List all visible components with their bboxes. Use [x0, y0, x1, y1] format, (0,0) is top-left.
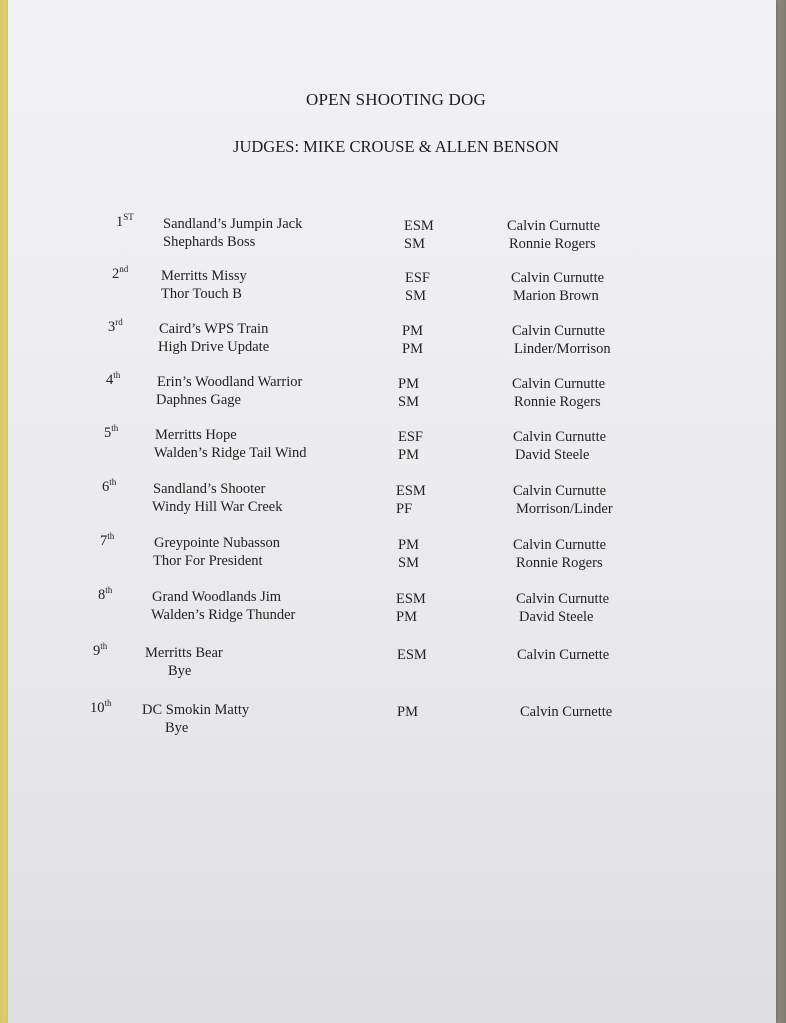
handler-name: David Steele [519, 609, 594, 625]
handler-name: Ronnie Rogers [516, 555, 603, 571]
dog-class: ESM [404, 218, 434, 234]
dog-class: PM [398, 537, 419, 553]
page-title: OPEN SHOOTING DOG [305, 90, 486, 109]
dog-class: ESM [396, 591, 426, 607]
handler-name: Linder/Morrison [514, 341, 611, 357]
handler-name: Morrison/Linder [516, 501, 613, 517]
dog-name: Bye [168, 663, 192, 679]
dog-class: SM [398, 555, 419, 571]
place-number [112, 264, 128, 283]
place-suffix: th [109, 477, 117, 487]
place-digit: 2 [112, 265, 120, 282]
place-number [116, 212, 134, 231]
dog-name: Erin’s Woodland Warrior [157, 374, 303, 390]
dog-name: DC Smokin Matty [142, 702, 250, 718]
handler-name: David Steele [515, 447, 590, 463]
dog-class: PM [402, 323, 423, 339]
handler-name: Calvin Curnutte [512, 376, 606, 392]
handler-name: Calvin Curnutte [513, 429, 607, 445]
dog-name: Thor Touch B [161, 286, 242, 302]
dog-name: Caird’s WPS Train [159, 321, 269, 337]
place-number [93, 641, 107, 660]
dog-name: Merritts Missy [161, 268, 247, 284]
dog-name: Greypointe Nubasson [154, 535, 281, 551]
place-number [104, 423, 118, 442]
place-digit: 10 [90, 699, 105, 716]
handler-name: Calvin Curnette [520, 704, 613, 720]
dog-name: Thor For President [153, 553, 263, 569]
dog-name: Grand Woodlands Jim [152, 589, 282, 605]
handler-name: Calvin Curnutte [507, 218, 601, 234]
place-number [102, 477, 116, 496]
dog-name: Merritts Bear [145, 645, 223, 661]
handler-name: Ronnie Rogers [514, 394, 601, 410]
place-suffix: nd [119, 264, 129, 274]
dog-class: SM [404, 236, 425, 252]
handler-name: Calvin Curnutte [512, 323, 606, 339]
place-suffix: rd [115, 317, 123, 327]
judges-line: JUDGES: MIKE CROUSE & ALLEN BENSON [233, 137, 559, 156]
dog-class: ESM [397, 647, 427, 663]
handler-name: Calvin Curnutte [511, 270, 605, 286]
dog-name: Bye [165, 720, 189, 736]
place-number [100, 531, 114, 550]
dog-name: Windy Hill War Creek [152, 499, 283, 515]
place-digit: 7 [100, 532, 108, 549]
place-digit: 1 [116, 213, 124, 230]
dog-class: ESF [405, 270, 430, 286]
dog-class: PM [397, 704, 418, 720]
place-suffix: th [111, 423, 119, 433]
place-digit: 4 [106, 371, 114, 388]
place-digit: 5 [104, 424, 112, 441]
dog-class: PF [396, 501, 413, 517]
dog-class: SM [405, 288, 426, 304]
place-suffix: th [100, 641, 108, 651]
dog-name: Walden’s Ridge Thunder [151, 607, 296, 623]
place-number [106, 370, 120, 389]
place-digit: 8 [98, 586, 106, 603]
dog-name: Sandland’s Jumpin Jack [163, 216, 303, 232]
dog-name: Walden’s Ridge Tail Wind [154, 445, 307, 461]
dog-class: PM [398, 376, 419, 392]
handler-name: Ronnie Rogers [509, 236, 596, 252]
handler-name: Marion Brown [513, 288, 599, 304]
place-number [98, 585, 112, 604]
dog-name: High Drive Update [158, 339, 270, 355]
handler-name: Calvin Curnette [517, 647, 610, 663]
dog-class: PM [396, 609, 417, 625]
place-suffix: th [105, 585, 113, 595]
place-suffix: th [113, 370, 121, 380]
paper-sheet [8, 0, 776, 1023]
place-digit: 3 [108, 318, 116, 335]
place-number [90, 698, 112, 717]
dog-class: PM [398, 447, 419, 463]
dog-name: Merritts Hope [155, 427, 237, 443]
handler-name: Calvin Curnutte [513, 483, 607, 499]
place-number [108, 317, 123, 336]
dog-name: Daphnes Gage [156, 392, 241, 408]
handler-name: Calvin Curnutte [513, 537, 607, 553]
dog-name: Sandland’s Shooter [153, 481, 266, 497]
place-suffix: th [107, 531, 115, 541]
place-suffix: th [104, 698, 112, 708]
dog-class: PM [402, 341, 423, 357]
dog-class: ESM [396, 483, 426, 499]
place-suffix: ST [123, 212, 134, 222]
dog-name: Shephards Boss [163, 234, 256, 250]
place-digit: 9 [93, 642, 101, 659]
handler-name: Calvin Curnutte [516, 591, 610, 607]
place-digit: 6 [102, 478, 110, 495]
dog-class: SM [398, 394, 419, 410]
dog-class: ESF [398, 429, 423, 445]
